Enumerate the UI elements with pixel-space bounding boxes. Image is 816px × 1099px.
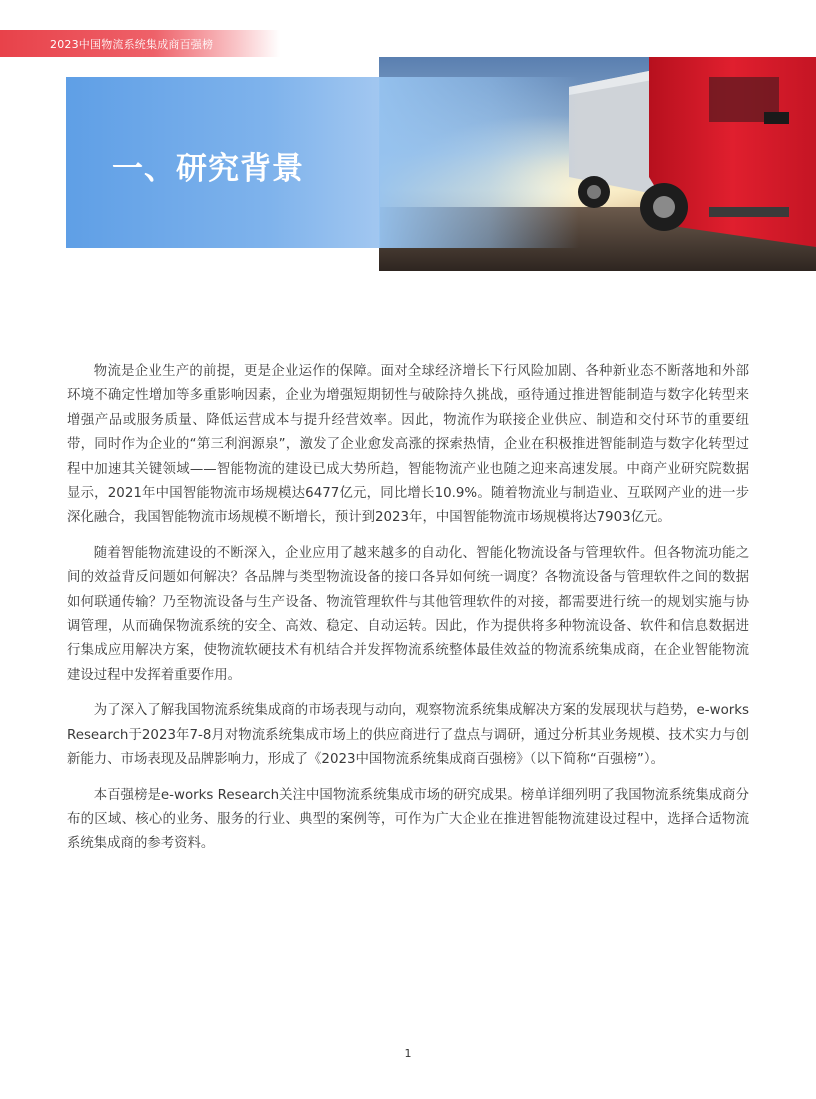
section-title: 一、研究背景 — [112, 151, 304, 187]
report-title: 2023中国物流系统集成商百强榜 — [50, 38, 214, 51]
report-header-tab — [0, 30, 280, 57]
paragraph: 物流是企业生产的前提，更是企业运作的保障。面对全球经济增长下行风险加剧、各种新业态不断落地和外部环境不确定性增加等多重影响因素，企业为增强短期韧性与破除持久挑战，亟待通过推进智能制造与数字化转型来增强产品或服务质量、降低运营成本与提升经营效率。因此，物流作为联接企业供应、制造和交付环节的重要纽带，同时作为企业的“第三利润源泉”，激发了企业愈发高涨的探索热情，企业在积极推进智能制造与数字化转型过程中加速其关键领域——智能物流的建设已成大势所趋，智能物流产业也随之迎来高速发展。中商产业研究院数据显示，2021年中国智能物流市场规模达6477亿元，同比增长10.9%。随着物流业与制造业、互联网产业的进一步深化融合，我国智能物流市场规模不断增长，预计到2023年，中国智能物流市场规模将达7903亿元。 — [67, 364, 749, 526]
paragraph: 为了深入了解我国物流系统集成商的市场表现与动向，观察物流系统集成解决方案的发展现状与趋势，e-works Research于2023年7-8月对物流系统集成市场上的供应商进行了盘点与调研，通过分析其业务规模、技术实力与创新能力、市场表现及品牌影响力，形成了《2023中国物流系统集成商百强榜》（以下简称“百强榜”）。 — [67, 703, 749, 768]
body-text — [67, 360, 749, 868]
page-number: 1 — [404, 1047, 412, 1060]
banner-fade — [379, 77, 579, 248]
paragraph: 随着智能物流建设的不断深入，企业应用了越来越多的自动化、智能化物流设备与管理软件。但各物流功能之间的效益背反问题如何解决？各品牌与类型物流设备的接口各异如何统一调度？各物流设备与管理软件之间的数据如何联通传输？乃至物流设备与生产设备、物流管理软件与其他管理软件的对接，都需要进行统一的规划实施与协调管理，从而确保物流系统的安全、高效、稳定、自动运转。因此，作为提供将多种物流设备、软件和信息数据进行集成应用解决方案，使物流软硬技术有机结合并发挥物流系统整体最佳效益的物流系统集成商，在企业智能物流建设过程中发挥着重要作用。 — [67, 545, 749, 683]
paragraph: 本百强榜是e-works Research关注中国物流系统集成市场的研究成果。榜单详细列明了我国物流系统集成商分布的区域、核心的业务、服务的行业、典型的案例等，可作为广大企业在推进智能物流建设过程中，选择合适物流系统集成商的参考资料。 — [67, 787, 749, 852]
